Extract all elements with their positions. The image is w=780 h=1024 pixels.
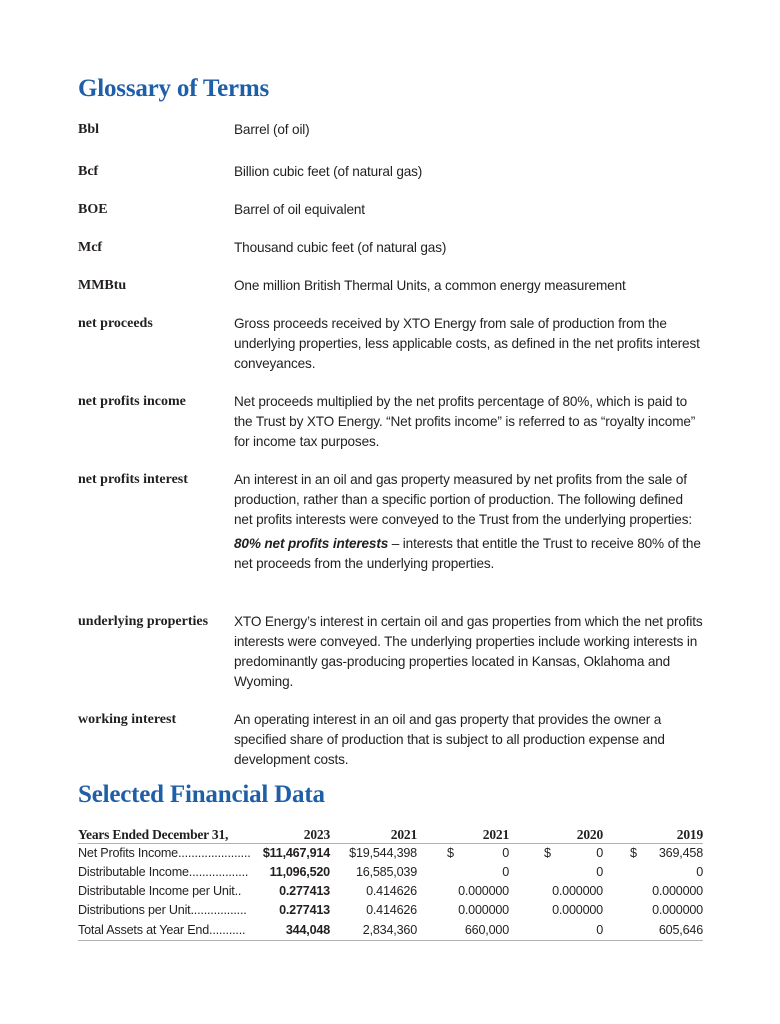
value-2020-cell [509, 901, 603, 920]
glossary-definition: One million British Thermal Units, a common energy measurement [234, 278, 626, 293]
value-2021b: 0.000000 [458, 884, 509, 898]
value-2021: 0.414626 [366, 884, 417, 898]
glossary-definition: Thousand cubic feet (of natural gas) [234, 240, 447, 255]
row-label-text: Net Profits Income [78, 846, 178, 860]
value-2020-cell [509, 844, 603, 864]
value-2019: 369,458 [658, 846, 703, 860]
value-2023: 0.277413 [279, 884, 330, 898]
leader-dots: .................. [188, 865, 249, 879]
glossary-definition: An interest in an oil and gas property measured by net profits from the sale of production, rather than a specific portion of production. The following defined net profits interests were conveyed to the Trust from the underlying properties: [234, 472, 692, 527]
glossary-definition: An operating interest in an oil and gas property that provides the owner a specified share of production that is subject to all production expense and development costs. [234, 712, 665, 767]
value-2019-cell [603, 863, 703, 882]
row-label [78, 901, 258, 920]
currency-symbol: $ [630, 846, 637, 860]
glossary-definition: Gross proceeds received by XTO Energy from sale of production from the underlying properties, less applicable costs, as defined in the net profits interest conveyances. [234, 316, 700, 371]
row-label-text: Distributable Income [78, 865, 189, 879]
glossary-term: working interest [78, 712, 177, 727]
column-header: 2020 [509, 824, 603, 844]
glossary-term: Bbl [78, 122, 100, 137]
value-2021: $19,544,398 [349, 846, 417, 860]
glossary-term: underlying properties [78, 614, 209, 629]
row-label [78, 920, 258, 941]
value-2023: 0.277413 [279, 903, 330, 917]
value-2021b-cell [417, 882, 509, 901]
value-2019: 605,646 [658, 922, 703, 937]
subdefinition-text: – interests that entitle the Trust to receive 80% of the net proceeds from the underlying properties. [234, 536, 701, 571]
glossary-term: net profits income [78, 394, 186, 409]
table-row [78, 920, 703, 941]
glossary-entry [78, 710, 703, 772]
value-2021b: 0 [502, 846, 509, 860]
value-2021: 2,834,360 [330, 920, 417, 941]
value-2020: 0.000000 [552, 884, 603, 898]
value-2023: 11,096,520 [269, 865, 330, 879]
value-2019: 0.000000 [652, 903, 703, 917]
value-2021b-cell [417, 863, 509, 882]
glossary-entry [78, 470, 703, 612]
glossary-entry [78, 162, 703, 200]
glossary-term: net proceeds [78, 316, 153, 331]
leader-dots: ........... [209, 922, 246, 937]
value-2019: 0 [696, 865, 703, 879]
glossary-definition: Barrel (of oil) [234, 122, 310, 137]
value-2019-cell [603, 901, 703, 920]
glossary-list [78, 120, 703, 772]
currency-symbol: $ [544, 846, 551, 860]
value-2020: 0 [596, 865, 603, 879]
table-row [78, 901, 703, 920]
row-label-text: Total Assets at Year End [78, 922, 210, 937]
value-2021b-cell [417, 920, 509, 941]
leader-dots: ...................... [178, 846, 251, 860]
row-label-text: Distributable Income per Unit [78, 884, 235, 898]
table-header-row [78, 824, 703, 844]
glossary-entry [78, 238, 703, 276]
glossary-entry [78, 120, 703, 162]
glossary-definition: Billion cubic feet (of natural gas) [234, 164, 423, 179]
table-row [78, 863, 703, 882]
value-2021: 16,585,039 [355, 865, 417, 879]
value-2020-cell [509, 882, 603, 901]
glossary-definition: Barrel of oil equivalent [234, 202, 365, 217]
value-2020: 0.000000 [552, 903, 603, 917]
value-2023: $11,467,914 [262, 846, 330, 860]
glossary-subdefinition [234, 534, 703, 574]
value-2019-cell [603, 882, 703, 901]
value-2021b-cell [417, 844, 509, 864]
glossary-title: Glossary of Terms [78, 75, 270, 102]
value-2019-cell [603, 920, 703, 941]
emphasis-term: 80% net profits interests [234, 536, 389, 551]
value-2020-cell [509, 863, 603, 882]
glossary-entry [78, 314, 703, 392]
row-label-text: Distributions per Unit [78, 903, 191, 917]
leader-dots: ................. [190, 903, 247, 917]
column-header: 2021 [330, 824, 417, 844]
row-label [78, 844, 258, 864]
glossary-entry [78, 276, 703, 314]
value-2021b: 0.000000 [458, 903, 509, 917]
value-2023: 344,048 [258, 920, 330, 941]
currency-symbol: $ [447, 846, 454, 860]
value-2021b: 660,000 [464, 922, 509, 937]
glossary-definition: XTO Energy’s interest in certain oil and gas properties from which the net profits interests were conveyed. The underlying properties include working interests in predominantly gas-producing properties located in Kansas, Oklahoma and Wyoming. [234, 614, 703, 689]
financial-table [78, 824, 703, 941]
table-row [78, 844, 703, 864]
glossary-entry [78, 392, 703, 470]
glossary-definition: Net proceeds multiplied by the net profits percentage of 80%, which is paid to the Trust by XTO Energy. “Net profits income” is referred to as “royalty income” for income tax purposes. [234, 394, 696, 449]
glossary-term: Mcf [78, 240, 103, 255]
column-header: Years Ended December 31, [78, 824, 258, 844]
financial-data-title: Selected Financial Data [78, 781, 325, 808]
glossary-entry [78, 612, 703, 710]
glossary-entry [78, 200, 703, 238]
value-2020: 0 [596, 846, 603, 860]
row-label [78, 863, 258, 882]
column-header: 2021 [417, 824, 509, 844]
value-2019-cell [603, 844, 703, 864]
value-2019: 0.000000 [652, 884, 703, 898]
row-label [78, 882, 258, 901]
glossary-term: MMBtu [78, 278, 127, 293]
column-header: 2019 [603, 824, 703, 844]
leader-dots: .. [234, 884, 242, 898]
value-2021: 0.414626 [366, 903, 417, 917]
column-header: 2023 [258, 824, 330, 844]
glossary-term: BOE [78, 202, 108, 217]
table-row [78, 882, 703, 901]
glossary-term: net profits interest [78, 472, 188, 487]
value-2021b: 0 [502, 865, 509, 879]
glossary-term: Bcf [78, 164, 99, 179]
value-2021b-cell [417, 901, 509, 920]
value-2020-cell [509, 920, 603, 941]
value-2020: 0 [596, 922, 603, 937]
